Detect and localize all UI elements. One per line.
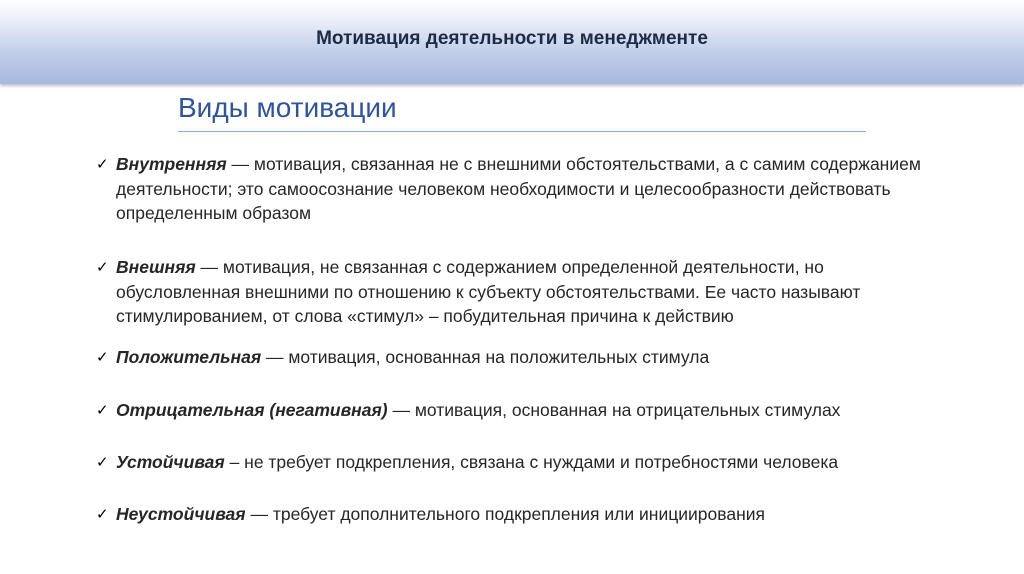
list-item-text [116, 502, 936, 527]
list-item-description: – не требует подкрепления, связана с нуждами и потребностями человека [224, 452, 839, 472]
check-icon: ✓ [96, 155, 109, 173]
list-item-text [116, 450, 936, 475]
list-item-positive [96, 345, 936, 370]
list-item-text [116, 345, 936, 370]
list-item-term: Внутренняя [116, 154, 227, 174]
check-icon: ✓ [96, 348, 109, 366]
check-icon: ✓ [96, 453, 109, 471]
section-divider [178, 131, 866, 132]
list-item-text [116, 398, 936, 423]
list-item-description: — мотивация, основанная на положительных стимула [261, 347, 710, 367]
list-item-internal [96, 152, 936, 226]
slide-header-title: Мотивация деятельности в менеджменте [316, 28, 708, 49]
list-item-description: — мотивация, не связанная с содержанием определенной деятельности, но обусловленная внешними по отношению к субъекту обстоятельствами. Ее часто называют стимулированием, от слова «стимул» – побудительная причина к действию [116, 257, 861, 326]
list-item-term: Отрицательная (негативная) [116, 400, 388, 420]
list-item-description: — мотивация, основанная на отрицательных стимулах [387, 400, 841, 420]
list-item-term: Устойчивая [116, 452, 225, 472]
list-item-description: — мотивация, связанная не с внешними обстоятельствами, а с самим содержанием деятельности; это самоосознание человеком необходимости и целесообразности действовать определенным образом [116, 154, 921, 223]
list-item-text [116, 152, 936, 226]
list-item-term: Внешняя [116, 257, 196, 277]
list-item-term: Неустойчивая [116, 504, 246, 524]
list-item-term: Положительная [116, 347, 262, 367]
list-item-external [96, 255, 936, 329]
list-item-unstable [96, 502, 936, 527]
check-icon: ✓ [96, 258, 109, 276]
check-icon: ✓ [96, 505, 109, 523]
check-icon: ✓ [96, 401, 109, 419]
list-item-text [116, 255, 936, 329]
section-title: Виды мотивации [178, 92, 397, 123]
list-item-negative [96, 398, 936, 423]
list-item-description: — требует дополнительного подкрепления или инициирования [245, 504, 766, 524]
list-item-stable [96, 450, 936, 475]
